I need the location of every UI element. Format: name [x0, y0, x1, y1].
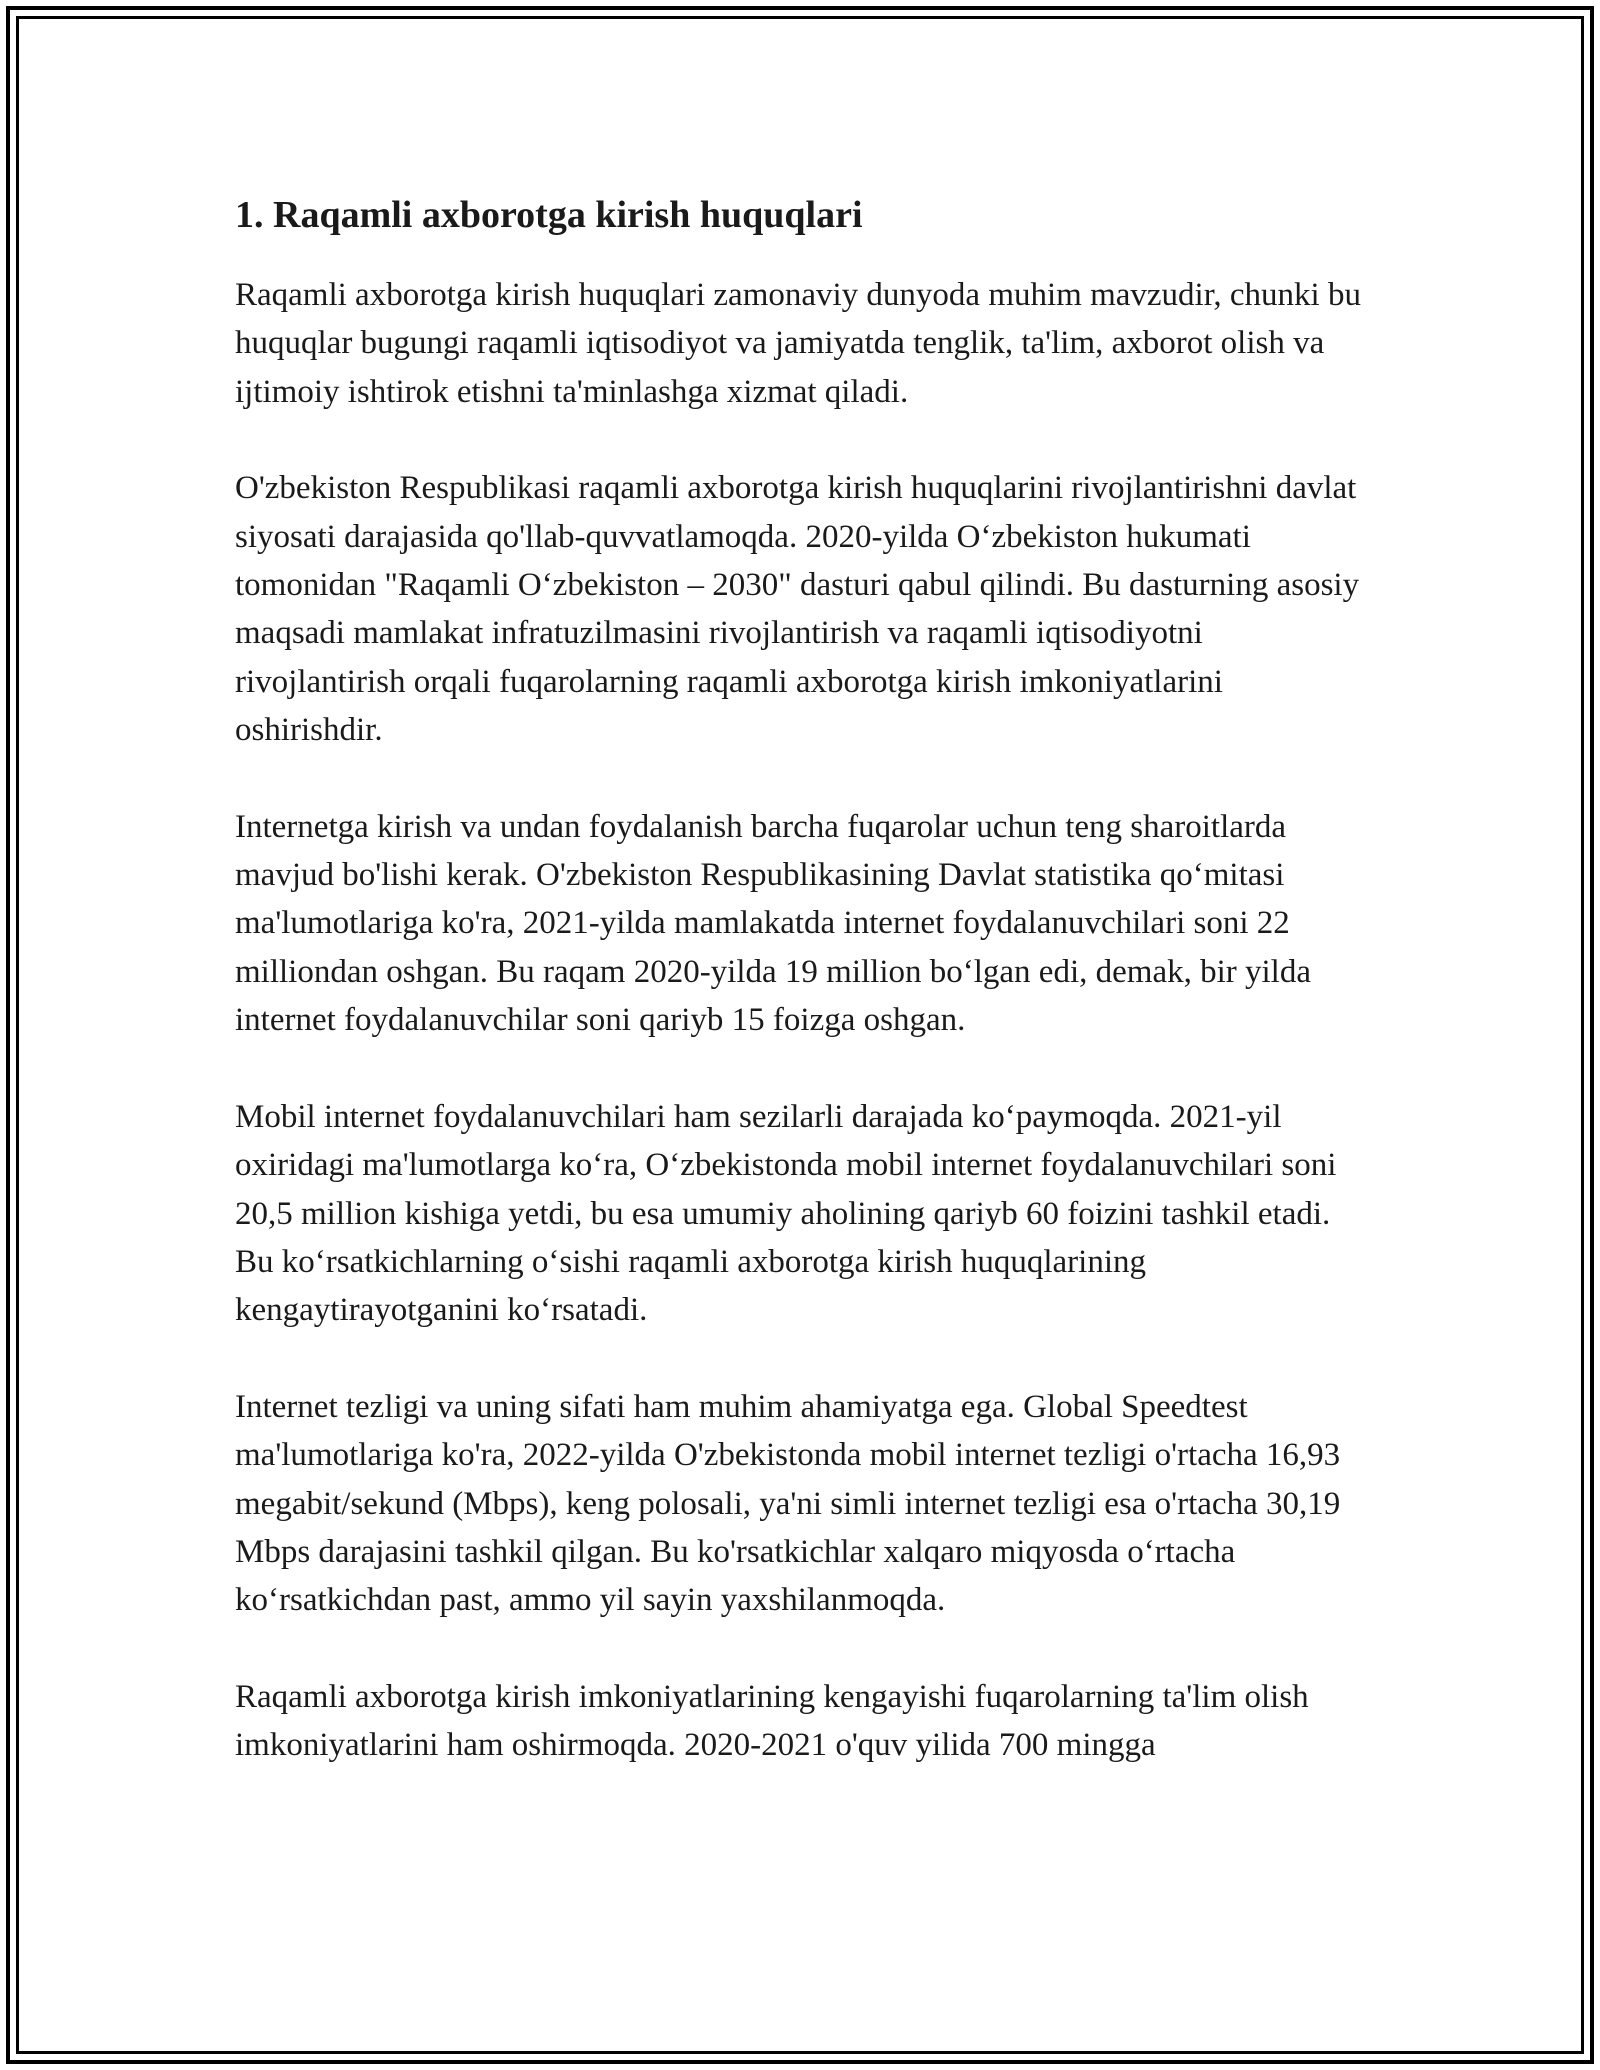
document-page	[235, 185, 1365, 1818]
paragraph: Internetga kirish va undan foydalanish barcha fuqarolar uchun teng sharoitlarda mavjud bo'lishi kerak. O'zbekiston Respublikasining Davlat statistika qo‘mitasi ma'lumotlariga ko'ra, 2021-yilda mamlakatda internet foydalanuvchilari soni 22 milliondan oshgan. Bu raqam 2020-yilda 19 million bo‘lgan edi, demak, bir yilda internet foydalanuvchilar soni qariyb 15 foizga oshgan.	[235, 808, 1311, 1039]
paragraph: Internet tezligi va uning sifati ham muhim ahamiyatga ega. Global Speedtest ma'lumotlariga ko'ra, 2022-yilda O'zbekistonda mobil internet tezligi o'rtacha 16,93 megabit/sekund (Mbps), keng polosali, ya'ni simli internet tezligi esa o'rtacha 30,19 Mbps darajasini tashkil qilgan. Bu ko'rsatkichlar xalqaro miqyosda o‘rtacha ko‘rsatkichdan past, ammo yil sayin yaxshilanmoqda.	[235, 1388, 1341, 1619]
paragraph: Raqamli axborotga kirish imkoniyatlarining kengayishi fuqarolarning ta'lim olish imkoniyatlarini ham oshirmoqda. 2020-2021 o'quv yilida 700 mingga	[235, 1678, 1309, 1764]
paragraph: Raqamli axborotga kirish huquqlari zamonaviy dunyoda muhim mavzudir, chunki bu huquqlar bugungi raqamli iqtisodiyot va jamiyatda tenglik, ta'lim, axborot olish va ijtimoiy ishtirok etishni ta'minlashga xizmat qiladi.	[235, 277, 1361, 410]
document-body	[235, 271, 1365, 1770]
paragraph: O'zbekiston Respublikasi raqamli axborotga kirish huquqlarini rivojlantirishni davlat siyosati darajasida qo'llab-quvvatlamoqda. 2020-yilda O‘zbekiston hukumati tomonidan "Raqamli O‘zbekiston – 2030" dasturi qabul qilindi. Bu dasturning asosiy maqsadi mamlakat infratuzilmasini rivojlantirish va raqamli iqtisodiyotni rivojlantirish orqali fuqarolarning raqamli axborotga kirish imkoniyatlarini oshirishdir.	[235, 470, 1360, 749]
paragraph: Mobil internet foydalanuvchilari ham sezilarli darajada ko‘paymoqda. 2021-yil oxiridagi ma'lumotlarga ko‘ra, O‘zbekistonda mobil internet foydalanuvchilari soni 20,5 million kishiga yetdi, bu esa umumiy aholining qariyb 60 foizini tashkil etadi. Bu ko‘rsatkichlarning o‘sishi raqamli axborotga kirish huquqlarining kengaytirayotganini ko‘rsatadi.	[235, 1098, 1337, 1329]
section-heading: 1. Raqamli axborotga kirish huquqlari	[235, 194, 863, 236]
